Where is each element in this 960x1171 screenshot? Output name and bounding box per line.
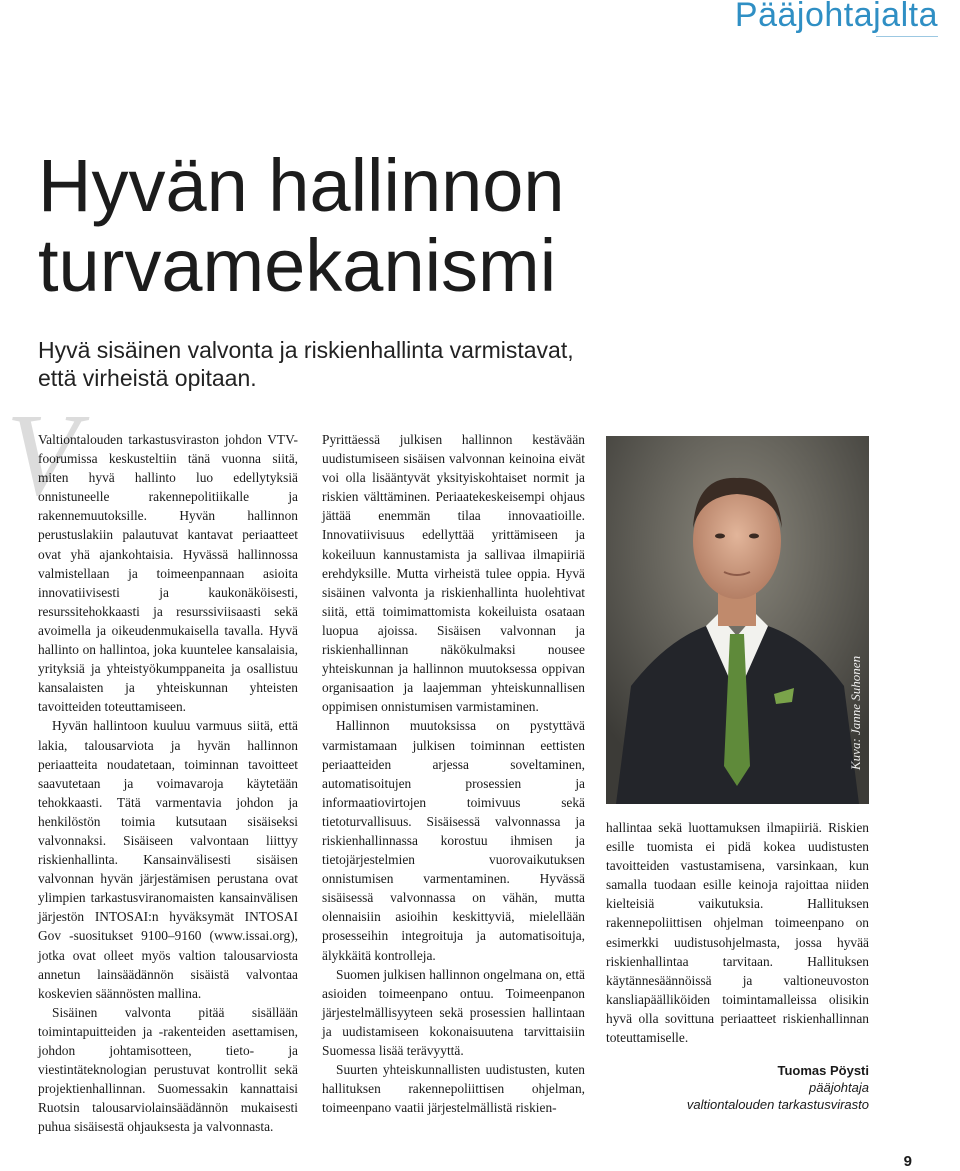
photo-credit: Kuva: Janne Suhonen bbox=[848, 655, 863, 770]
portrait-illustration bbox=[606, 436, 869, 804]
signature-block bbox=[687, 1062, 869, 1113]
drop-cap: V bbox=[6, 389, 79, 520]
text-column-1 bbox=[38, 430, 298, 1136]
author-organization: valtiontalouden tarkastusvirasto bbox=[686, 1097, 869, 1112]
paragraph: hallintaa sekä luottamuksen ilmapiiriä. Riskien esille tuomista ei pidä kokea uudistusten tavoitteiden vastustamisena, varsinkaan, kun samalla tuodaan esille keinoja rajoittaa niiden kielteisiä vaikutuksia. Hallituksen rakennepoliittisen ohjelman toimeenpano on esimerkki uudistusohjelmasta, jossa hyvää riskienhallintaa tarvitaan. Hallituksen käytännesäännöissä ja valtioneuvoston kansliapäälliköiden toimintamalleissa olisikin hyvä olla sovittuna periaatteet riskienhallinnan toteuttamiselle. bbox=[606, 820, 869, 1046]
title-line-1: Hyvän hallinnon bbox=[38, 144, 565, 227]
paragraph: Suomen julkisen hallinnon ongelmana on, että asioiden toimeenpano ontuu. Toimeenpanon järjestelmällisyyteen sekä prosessien hallintaan ja uudistamiseen kokonaisuutena tarvittaisiin Suomessa lisää terävyyttä. bbox=[322, 966, 585, 1058]
header-rule bbox=[876, 36, 938, 37]
paragraph: Suurten yhteiskunnallisten uudistusten, kuten hallituksen rakennepoliittisen ohjelman, toimeenpano vaatii järjestelmällistä riskien- bbox=[322, 1062, 585, 1116]
article-subtitle: Hyvä sisäinen valvonta ja riskienhallinta varmistavat, että virheistä opitaan. bbox=[38, 337, 574, 391]
paragraph: Valtiontalouden tarkastusviraston johdon VTV-foorumissa keskusteltiin tänä vuonna siitä, miten hyvä hallinto luo edellytyksiä onnistuneelle rakennepolitiikalle ja rakennemuutoksille. Hyvän hallinnon perustuslakiin palautuvat kantavat periaatteet ovat yhä ajankohtaisia. Hyvässä hallinnossa valmistellaan ja toimeenpannaan asioita innovatiivisesti ja kaukonäköisesti, resurssitehokkaasti ja resurssiviisaasti sekä avoimella ja oikeudenmukaisella tavalla. Hyvä hallinto on hallintoa, joka kuuntelee kansalaisia, yrityksiä ja yhteistyökumppaneita ja osallistuu kansalaisten ja yhteiskunnan yhteisten tavoitteiden toteuttamiseen. bbox=[38, 432, 298, 715]
text-column-2 bbox=[322, 430, 585, 1117]
page-number: 9 bbox=[903, 1153, 912, 1170]
title-line-2: turvamekanismi bbox=[38, 224, 557, 307]
paragraph: Hyvän hallintoon kuuluu varmuus siitä, että lakia, talousarviota ja hyvän hallinnon periaatteita noudatetaan, toiminnan tavoitteet saavutetaan ja voimavaroja käytetään tehokkaasti. Tätä varmentavia johdon ja henkilöstön toimia kutsutaan sisäiseksi valvonnaksi. Sisäiseen valvontaan liittyy riskienhallinta. Kansainvälisesti sisäisen valvonnan hyvän järjestämisen perustana ovat ylimpien tarkastusviranomaisten kansainvälisen järjestön INTOSAI:n hyväksymät INTOSAI Gov -suositukset 9100–9160 (www.issai.org), jotka ovat olleet myös valtion talousarviosta annetun lainsäädännön sisäistä valvontaa koskevien säännösten mallina. bbox=[38, 718, 298, 1001]
section-label: Pääjohtajalta bbox=[734, 0, 938, 34]
article-title bbox=[38, 146, 565, 306]
paragraph: Sisäinen valvonta pitää sisällään toimintapuitteiden ja -rakenteiden asettamisen, johdon johtamisotteen, tieto- ja viestintäteknologian perustuvat kontrollit sekä projektienhallinnan. Suomessakin kannattaisi Ruotsin talousarviolainsäädännön mukaisesti puhua sisäisestä ohjauksesta ja valvonnasta. bbox=[38, 1004, 298, 1135]
portrait-photo bbox=[606, 436, 869, 804]
author-name: Tuomas Pöysti bbox=[777, 1063, 869, 1078]
author-role: pääjohtaja bbox=[809, 1080, 869, 1095]
text-column-3 bbox=[606, 818, 869, 1047]
paragraph: Hallinnon muutoksissa on pystyttävä varmistamaan julkisen toiminnan eettisten periaatteiden arjessa soveltaminen, automatisoitujen prosessien ja informaatiovirtojen toimivuus sekä tietoturvallisuus. Sisäisessä valvonnassa ja riskienhallinnassa korostuu ihmisen ja tietojärjestelmien vuorovaikutuksen onnistumisen varmentaminen. Hyvässä sisäisessä valvonnassa on vähän, mutta olennaisiin asioihin keskittyviä, mielellään prosesseihin integroituja ja automatisoituja, älykkäitä kontrolleja. bbox=[322, 718, 585, 963]
paragraph: Pyrittäessä julkisen hallinnon kestävään uudistumiseen sisäisen valvonnan keinoina eivät voi olla lisääntyvät yksityiskohtaiset normit ja riskien välttäminen. Periaatekeskeisempi ohjaus jättää enemmän tilaa innovaatioille. Innovatiivisuus edellyttää yrittämiseen ja kokeiluun kannustamista ja sallivaa ilmapiiriä erehdyksille. Mutta virheistä tulee oppia. Hyvä sisäinen valvonta ja riskienhallinta huolehtivat siitä, että toimimattomista kokeiluista osataan luopua ajoissa. Sisäisen valvonnan ja riskienhallinnan näkökulmaksi nousee yhteiskunnan ja hallinnon muutoksessa oppivan organisaation ja laajemman yhteiskunnallisen oppimisen onnistumisen varmistaminen. bbox=[322, 432, 585, 715]
